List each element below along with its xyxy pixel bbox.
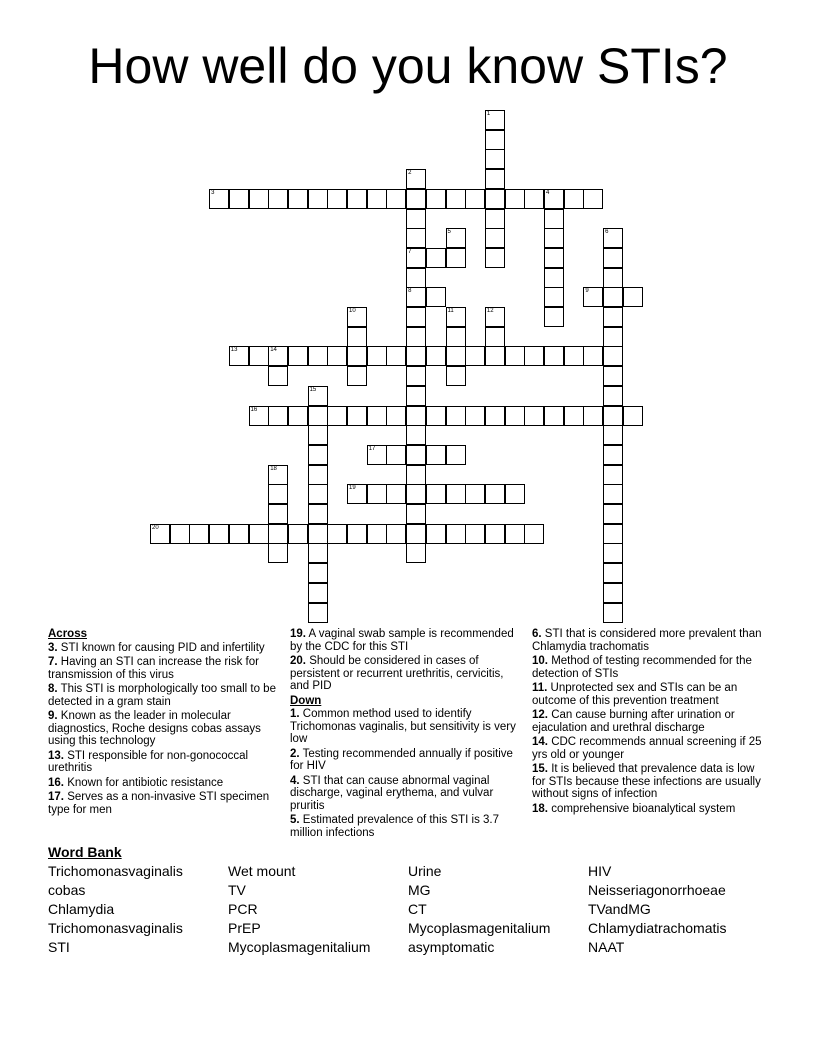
clue-number-label: 16. bbox=[48, 776, 64, 789]
grid-cell[interactable] bbox=[308, 445, 328, 465]
grid-cell[interactable] bbox=[485, 228, 505, 248]
grid-cell[interactable] bbox=[524, 346, 544, 366]
clue bbox=[532, 628, 768, 653]
grid-cell[interactable] bbox=[446, 248, 466, 268]
grid-cell[interactable] bbox=[544, 228, 564, 248]
clue-number: 11 bbox=[447, 308, 454, 314]
grid-cell[interactable] bbox=[583, 346, 603, 366]
grid-cell[interactable] bbox=[485, 209, 505, 229]
clue-number: 13 bbox=[230, 347, 238, 354]
grid-cell[interactable] bbox=[288, 189, 308, 209]
word-bank-item: asymptomatic bbox=[408, 939, 495, 955]
grid-cell[interactable] bbox=[406, 524, 426, 544]
grid-cell[interactable] bbox=[446, 524, 466, 544]
word-bank-item: Neisseriagonorrhoeae bbox=[588, 882, 726, 898]
grid-cell[interactable] bbox=[544, 406, 564, 426]
grid-cell[interactable] bbox=[524, 524, 544, 544]
clue-text: It is believed that prevalence data is low for STIs because these infections are usually without signs of infection bbox=[532, 763, 761, 800]
clue-text: Known for antibiotic resistance bbox=[64, 776, 224, 789]
grid-cell[interactable] bbox=[249, 406, 269, 426]
clue bbox=[532, 803, 768, 816]
grid-cell[interactable] bbox=[485, 327, 505, 347]
grid-cell[interactable] bbox=[268, 346, 288, 366]
clue bbox=[48, 791, 280, 816]
grid-cell[interactable] bbox=[406, 425, 426, 445]
grid-cell[interactable] bbox=[308, 346, 328, 366]
grid-cell[interactable] bbox=[386, 406, 406, 426]
clue-number-label: 12. bbox=[532, 709, 548, 721]
grid-cell[interactable] bbox=[446, 445, 466, 465]
grid-cell[interactable] bbox=[406, 346, 426, 366]
grid-cell[interactable] bbox=[347, 307, 367, 327]
clue bbox=[532, 682, 768, 707]
word-bank-item: PrEP bbox=[228, 920, 261, 936]
clue-text: Known as the leader in molecular diagnostics, Roche designs cobas assays using this technology bbox=[48, 710, 261, 747]
clue-text: Method of testing recommended for the detection of STIs bbox=[532, 655, 752, 680]
grid-cell[interactable] bbox=[485, 169, 505, 189]
clue bbox=[48, 642, 280, 655]
clue bbox=[290, 628, 524, 653]
grid-cell[interactable] bbox=[406, 287, 426, 307]
grid-cell[interactable] bbox=[446, 307, 466, 327]
grid-cell[interactable] bbox=[446, 327, 466, 347]
clue-number: 19 bbox=[349, 485, 356, 492]
clue-number: 3 bbox=[211, 189, 215, 196]
word-bank-item: Urine bbox=[408, 863, 442, 879]
grid-cell[interactable] bbox=[564, 406, 584, 426]
grid-cell[interactable] bbox=[308, 583, 328, 603]
grid-cell[interactable] bbox=[564, 189, 584, 209]
clue-text: STI known for causing PID and infertility bbox=[57, 641, 265, 654]
grid-cell[interactable] bbox=[347, 189, 367, 209]
grid-cell[interactable] bbox=[308, 189, 328, 209]
grid-cell[interactable] bbox=[505, 189, 525, 209]
clue-number: 17 bbox=[368, 445, 376, 452]
grid-cell[interactable] bbox=[229, 346, 249, 366]
grid-cell[interactable] bbox=[229, 189, 249, 209]
grid-cell[interactable] bbox=[406, 543, 426, 563]
grid-cell[interactable] bbox=[367, 406, 387, 426]
clue-number-label: 5. bbox=[290, 814, 300, 826]
grid-cell[interactable] bbox=[386, 346, 406, 366]
clue-number: 4 bbox=[546, 189, 550, 196]
grid-cell[interactable] bbox=[327, 406, 347, 426]
grid-cell[interactable] bbox=[446, 484, 466, 504]
grid-cell[interactable] bbox=[603, 524, 623, 544]
page-title: How well do you know STIs? bbox=[88, 38, 728, 94]
grid-cell[interactable] bbox=[386, 445, 406, 465]
grid-cell[interactable] bbox=[347, 524, 367, 544]
grid-cell[interactable] bbox=[603, 465, 623, 485]
grid-cell[interactable] bbox=[347, 346, 367, 366]
grid-cell[interactable] bbox=[406, 504, 426, 524]
clue-number-label: 1. bbox=[290, 708, 300, 720]
clue-text: Should be considered in cases of persistent or recurrent urethritis, cervicitis, and PID bbox=[290, 655, 504, 692]
word-bank-item: Chlamydia bbox=[48, 901, 115, 917]
grid-cell[interactable] bbox=[367, 346, 387, 366]
grid-cell[interactable] bbox=[603, 366, 623, 386]
clue-text: Common method used to identify Trichomonas vaginalis, but sensitivity is very low bbox=[290, 708, 516, 745]
grid-cell[interactable] bbox=[544, 287, 564, 307]
grid-cell[interactable] bbox=[544, 209, 564, 229]
clue-text: STI responsible for non-gonococcal urethritis bbox=[48, 749, 249, 774]
grid-cell[interactable] bbox=[465, 346, 485, 366]
grid-cell[interactable] bbox=[308, 465, 328, 485]
word-bank-item: cobas bbox=[48, 882, 86, 898]
across-clue-list bbox=[48, 642, 280, 817]
clue-number: 5 bbox=[447, 229, 451, 236]
grid-cell[interactable] bbox=[426, 406, 446, 426]
grid-cell[interactable] bbox=[406, 465, 426, 485]
grid-cell[interactable] bbox=[367, 524, 387, 544]
grid-cell[interactable] bbox=[603, 307, 623, 327]
word-bank-title: Word Bank bbox=[48, 844, 122, 860]
grid-cell[interactable] bbox=[308, 425, 328, 445]
grid-cell[interactable] bbox=[347, 406, 367, 426]
clue-text: Having an STI can increase the risk for transmission of this virus bbox=[48, 656, 259, 681]
grid-cell[interactable] bbox=[465, 484, 485, 504]
grid-cell[interactable] bbox=[505, 484, 525, 504]
clue bbox=[532, 709, 768, 734]
grid-cell[interactable] bbox=[583, 406, 603, 426]
grid-cell[interactable] bbox=[386, 484, 406, 504]
grid-cell[interactable] bbox=[544, 268, 564, 288]
clue-number: 12 bbox=[486, 308, 494, 314]
grid-cell[interactable] bbox=[308, 386, 328, 406]
grid-cell[interactable] bbox=[603, 287, 623, 307]
grid-cell[interactable] bbox=[505, 524, 525, 544]
grid-cell[interactable] bbox=[603, 425, 623, 445]
grid-cell[interactable] bbox=[249, 189, 269, 209]
clue-number-label: 11. bbox=[532, 682, 548, 694]
clues-column-1 bbox=[48, 628, 280, 818]
grid-cell[interactable] bbox=[603, 445, 623, 465]
grid-cell[interactable] bbox=[229, 524, 249, 544]
grid-cell[interactable] bbox=[544, 248, 564, 268]
word-bank-column bbox=[408, 862, 550, 957]
grid-cell[interactable] bbox=[327, 189, 347, 209]
clue-text: STI that is considered more prevalent than Chlamydia trachomatis bbox=[532, 628, 762, 653]
grid-cell[interactable] bbox=[465, 406, 485, 426]
clue bbox=[290, 708, 524, 746]
grid-cell[interactable] bbox=[406, 169, 426, 189]
clue-text: CDC recommends annual screening if 25 yrs old or younger bbox=[532, 736, 762, 761]
grid-cell[interactable] bbox=[347, 327, 367, 347]
grid-cell[interactable] bbox=[485, 110, 505, 130]
clue-number: 15 bbox=[309, 386, 317, 393]
clue-number: 18 bbox=[270, 465, 277, 472]
grid-cell[interactable] bbox=[327, 346, 347, 366]
clue-number-label: 6. bbox=[532, 628, 542, 640]
grid-cell[interactable] bbox=[485, 307, 505, 327]
grid-cell[interactable] bbox=[426, 189, 446, 209]
clue bbox=[48, 683, 280, 708]
clue bbox=[290, 655, 524, 693]
grid-cell[interactable] bbox=[347, 484, 367, 504]
grid-cell[interactable] bbox=[406, 386, 426, 406]
grid-cell[interactable] bbox=[603, 504, 623, 524]
clue bbox=[48, 710, 280, 748]
word-bank-item: Wet mount bbox=[228, 863, 296, 879]
grid-cell[interactable] bbox=[446, 406, 466, 426]
clue-number-label: 20. bbox=[290, 655, 306, 667]
grid-cell[interactable] bbox=[583, 287, 603, 307]
word-bank-item: STI bbox=[48, 939, 70, 955]
clue-number: 20 bbox=[152, 524, 159, 531]
grid-cell[interactable] bbox=[485, 130, 505, 150]
word-bank-item: Trichomonasvaginalis bbox=[48, 863, 183, 879]
word-bank-column bbox=[48, 862, 183, 957]
word-bank-item: CT bbox=[408, 901, 427, 917]
grid-cell[interactable] bbox=[268, 504, 288, 524]
clue-number-label: 2. bbox=[290, 747, 300, 760]
clue-number-label: 18. bbox=[532, 802, 548, 815]
clues-column-3 bbox=[532, 628, 768, 817]
grid-cell[interactable] bbox=[603, 563, 623, 583]
clue-number-label: 9. bbox=[48, 710, 58, 722]
grid-cell[interactable] bbox=[406, 268, 426, 288]
grid-cell[interactable] bbox=[544, 307, 564, 327]
word-bank-item: HIV bbox=[588, 863, 612, 879]
grid-cell[interactable] bbox=[406, 209, 426, 229]
clue-text: Can cause burning after urination or ejaculation and urethral discharge bbox=[532, 709, 735, 734]
grid-cell[interactable] bbox=[446, 228, 466, 248]
clue-number: 9 bbox=[585, 288, 589, 295]
across-clue-list-continued bbox=[290, 628, 524, 693]
grid-cell[interactable] bbox=[603, 603, 623, 623]
clue-number: 8 bbox=[408, 288, 412, 295]
grid-cell[interactable] bbox=[268, 524, 288, 544]
grid-cell[interactable] bbox=[268, 406, 288, 426]
grid-cell[interactable] bbox=[485, 248, 505, 268]
grid-cell[interactable] bbox=[288, 406, 308, 426]
grid-cell[interactable] bbox=[308, 524, 328, 544]
grid-cell[interactable] bbox=[544, 189, 564, 209]
word-bank-item: PCR bbox=[228, 901, 258, 917]
clue-number-label: 3. bbox=[48, 641, 58, 654]
grid-cell[interactable] bbox=[544, 346, 564, 366]
grid-cell[interactable] bbox=[485, 149, 505, 169]
word-bank-item: NAAT bbox=[588, 939, 625, 955]
grid-cell[interactable] bbox=[367, 189, 387, 209]
grid-cell[interactable] bbox=[524, 189, 544, 209]
grid-cell[interactable] bbox=[249, 346, 269, 366]
clue-number-label: 19. bbox=[290, 628, 306, 640]
word-bank-item: Mycoplasmagenitalium bbox=[408, 920, 551, 936]
grid-cell[interactable] bbox=[308, 543, 328, 563]
grid-cell[interactable] bbox=[485, 524, 505, 544]
grid-cell[interactable] bbox=[485, 346, 505, 366]
clue-text: Serves as a non-invasive STI specimen type for men bbox=[48, 791, 270, 816]
clue-number: 7 bbox=[408, 248, 412, 255]
clue-number-label: 7. bbox=[48, 656, 58, 668]
grid-cell[interactable] bbox=[406, 366, 426, 386]
clue-text: comprehensive bioanalytical system bbox=[548, 802, 736, 815]
clue-number-label: 8. bbox=[48, 683, 58, 695]
word-bank-item: TV bbox=[228, 882, 246, 898]
grid-cell[interactable] bbox=[603, 248, 623, 268]
grid-cell[interactable] bbox=[406, 406, 426, 426]
clue bbox=[48, 750, 280, 775]
grid-cell[interactable] bbox=[485, 189, 505, 209]
grid-cell[interactable] bbox=[446, 346, 466, 366]
grid-cell[interactable] bbox=[564, 346, 584, 366]
word-bank-item: Chlamydiatrachomatis bbox=[588, 920, 727, 936]
grid-cell[interactable] bbox=[288, 524, 308, 544]
grid-cell[interactable] bbox=[308, 603, 328, 623]
clue-number-label: 17. bbox=[48, 791, 64, 803]
grid-cell[interactable] bbox=[406, 228, 426, 248]
grid-cell[interactable] bbox=[406, 445, 426, 465]
grid-cell[interactable] bbox=[505, 406, 525, 426]
clue-text: Estimated prevalence of this STI is 3.7 million infections bbox=[290, 814, 500, 839]
grid-cell[interactable] bbox=[603, 228, 623, 248]
clue bbox=[48, 777, 280, 790]
grid-cell[interactable] bbox=[406, 189, 426, 209]
grid-cell[interactable] bbox=[505, 346, 525, 366]
grid-cell[interactable] bbox=[603, 386, 623, 406]
grid-cell[interactable] bbox=[603, 406, 623, 426]
clue bbox=[290, 775, 524, 813]
grid-cell[interactable] bbox=[268, 484, 288, 504]
down-header: Down bbox=[290, 694, 322, 707]
grid-cell[interactable] bbox=[288, 346, 308, 366]
word-bank-column bbox=[228, 862, 370, 957]
grid-cell[interactable] bbox=[426, 524, 446, 544]
clue-number-label: 15. bbox=[532, 763, 548, 775]
down-clue-list-continued bbox=[532, 628, 768, 815]
grid-cell[interactable] bbox=[406, 484, 426, 504]
clue-text: A vaginal swab sample is recommended by the CDC for this STI bbox=[290, 628, 514, 653]
clue-number-label: 13. bbox=[48, 749, 64, 762]
clue-text: Unprotected sex and STIs can be an outcome of this prevention treatment bbox=[532, 682, 738, 707]
grid-cell[interactable] bbox=[367, 445, 387, 465]
grid-cell[interactable] bbox=[268, 543, 288, 563]
grid-cell[interactable] bbox=[308, 484, 328, 504]
grid-cell[interactable] bbox=[308, 406, 328, 426]
word-bank-item: MG bbox=[408, 882, 431, 898]
clue-number: 6 bbox=[605, 229, 609, 236]
clues-column-2 bbox=[290, 628, 524, 841]
grid-cell[interactable] bbox=[603, 327, 623, 347]
grid-cell[interactable] bbox=[367, 484, 387, 504]
clue bbox=[290, 748, 524, 773]
clue-text: Testing recommended annually if positive for HIV bbox=[290, 747, 513, 772]
word-bank-item: Mycoplasmagenitalium bbox=[228, 939, 371, 955]
grid-cell[interactable] bbox=[386, 189, 406, 209]
clue bbox=[48, 656, 280, 681]
grid-cell[interactable] bbox=[209, 189, 229, 209]
clue-number: 10 bbox=[349, 308, 356, 314]
grid-cell[interactable] bbox=[603, 484, 623, 504]
grid-cell[interactable] bbox=[249, 524, 269, 544]
grid-cell[interactable] bbox=[268, 189, 288, 209]
grid-cell[interactable] bbox=[485, 484, 505, 504]
grid-cell[interactable] bbox=[603, 346, 623, 366]
grid-cell[interactable] bbox=[209, 524, 229, 544]
grid-cell[interactable] bbox=[603, 268, 623, 288]
clue-number-label: 14. bbox=[532, 736, 548, 748]
word-bank-item: TVandMG bbox=[588, 901, 651, 917]
grid-cell[interactable] bbox=[406, 248, 426, 268]
grid-cell[interactable] bbox=[308, 504, 328, 524]
clue bbox=[532, 736, 768, 761]
down-clue-list bbox=[290, 708, 524, 839]
grid-cell[interactable] bbox=[465, 524, 485, 544]
grid-cell[interactable] bbox=[623, 406, 643, 426]
clue-number: 1 bbox=[486, 111, 491, 117]
clue-text: This STI is morphologically too small to be detected in a gram stain bbox=[48, 683, 276, 708]
clue-number: 16 bbox=[250, 406, 258, 413]
grid-cell[interactable] bbox=[623, 287, 643, 307]
grid-cell[interactable] bbox=[406, 327, 426, 347]
word-bank-item: Trichomonasvaginalis bbox=[48, 920, 183, 936]
grid-cell[interactable] bbox=[170, 524, 190, 544]
grid-cell[interactable] bbox=[426, 346, 446, 366]
grid-cell[interactable] bbox=[426, 287, 446, 307]
grid-cell[interactable] bbox=[327, 524, 347, 544]
grid-cell[interactable] bbox=[485, 406, 505, 426]
clue-number-label: 10. bbox=[532, 655, 548, 667]
grid-cell[interactable] bbox=[150, 524, 170, 544]
grid-cell[interactable] bbox=[583, 189, 603, 209]
clue-number: 14 bbox=[270, 347, 277, 354]
across-header: Across bbox=[48, 628, 87, 640]
grid-cell[interactable] bbox=[268, 366, 288, 386]
grid-cell[interactable] bbox=[268, 465, 288, 485]
clue bbox=[290, 814, 524, 839]
grid-cell[interactable] bbox=[189, 524, 209, 544]
grid-cell[interactable] bbox=[603, 543, 623, 563]
grid-cell[interactable] bbox=[603, 583, 623, 603]
grid-cell[interactable] bbox=[386, 524, 406, 544]
grid-cell[interactable] bbox=[426, 248, 446, 268]
grid-cell[interactable] bbox=[308, 563, 328, 583]
grid-cell[interactable] bbox=[426, 445, 446, 465]
clue-text: STI that can cause abnormal vaginal discharge, vaginal erythema, and vulvar pruritis bbox=[290, 774, 494, 812]
clue bbox=[532, 763, 768, 801]
grid-cell[interactable] bbox=[524, 406, 544, 426]
grid-cell[interactable] bbox=[446, 189, 466, 209]
clue-number: 2 bbox=[408, 170, 412, 177]
grid-cell[interactable] bbox=[347, 366, 367, 386]
grid-cell[interactable] bbox=[465, 189, 485, 209]
grid-cell[interactable] bbox=[426, 484, 446, 504]
clue-number-label: 4. bbox=[290, 774, 300, 787]
clue bbox=[532, 655, 768, 680]
grid-cell[interactable] bbox=[406, 307, 426, 327]
word-bank-column bbox=[588, 862, 727, 957]
grid-cell[interactable] bbox=[446, 366, 466, 386]
